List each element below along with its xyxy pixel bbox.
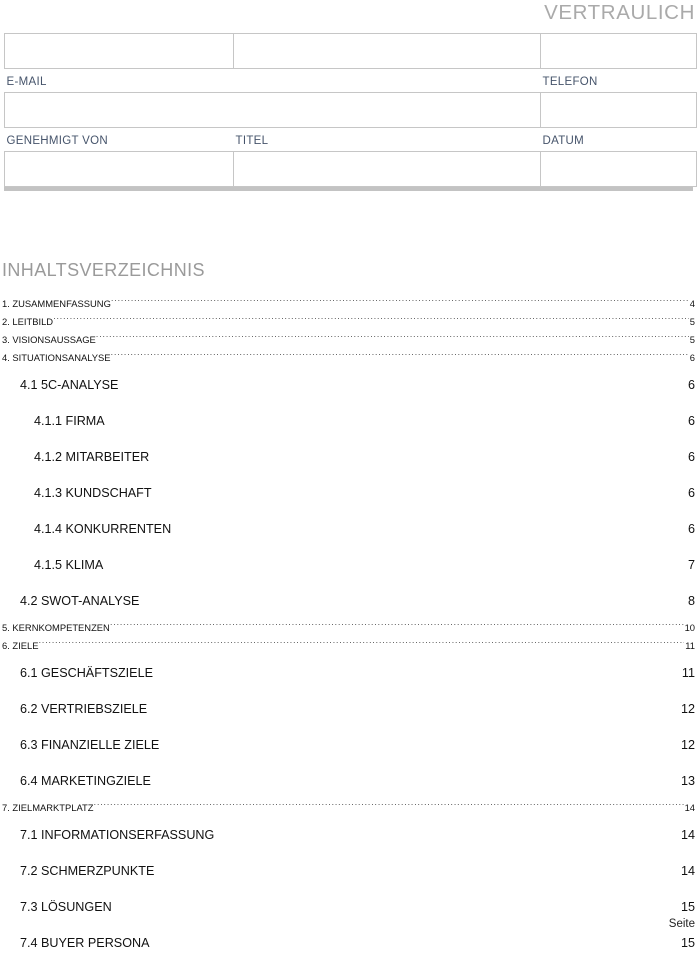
toc-entry-page-number: 4: [689, 298, 695, 309]
toc-entry[interactable]: [2, 853, 695, 889]
toc-leader-dots: [111, 298, 689, 307]
toc-leader-dots: [112, 898, 680, 911]
toc-entry[interactable]: [2, 403, 695, 439]
toc-entry[interactable]: [2, 331, 695, 349]
toc-leader-dots: [110, 622, 684, 631]
toc-entry-title: 6.3 FINANZIELLE ZIELE: [20, 738, 160, 752]
document-footer: [0, 918, 695, 930]
toc-entry-title: 6.4 MARKETINGZIELE: [20, 774, 151, 788]
toc-entry-title: 4.1.3 KUNDSCHAFT: [34, 486, 152, 500]
toc-entry-title: 4.1.5 KLIMA: [34, 558, 104, 572]
toc-entry-page-number: 11: [685, 640, 695, 651]
toc-entry-page-number: 14: [680, 828, 695, 842]
form-cell-signature-datum[interactable]: [541, 152, 697, 187]
toc-entry-page-number: 7: [687, 558, 695, 572]
toc-entry[interactable]: [2, 817, 695, 853]
toc-entry-title: 4.1.4 KONKURRENTEN: [34, 522, 172, 536]
toc-entry[interactable]: [2, 727, 695, 763]
form-cell-genehmigt-von[interactable]: [5, 93, 541, 128]
toc-entry[interactable]: [2, 475, 695, 511]
toc-entry-page-number: 15: [680, 936, 695, 950]
toc-entry[interactable]: [2, 547, 695, 583]
toc-entry-page-number: 10: [684, 622, 695, 633]
toc-leader-dots: [149, 934, 680, 947]
toc-entry-page-number: 14: [684, 802, 695, 813]
toc-leader-dots: [171, 520, 687, 533]
toc-entry-title: 4.1.1 FIRMA: [34, 414, 105, 428]
toc-entry-page-number: 11: [681, 666, 695, 680]
toc-entry[interactable]: [2, 763, 695, 799]
toc-entry-title: 4.2 SWOT-ANALYSE: [20, 594, 140, 608]
form-label-row-2: [5, 128, 697, 152]
form-label-cell-titel: [234, 128, 541, 152]
toc-leader-dots: [105, 412, 687, 425]
toc-entry-title: 7. ZIELMARKTPLATZ: [2, 802, 94, 813]
toc-leader-dots: [153, 664, 681, 677]
toc-entry[interactable]: [2, 925, 695, 961]
label-telefon: TELEFON: [542, 75, 598, 88]
form-label-row-1: [5, 69, 697, 93]
form-row-approval-input: [5, 93, 697, 128]
toc-entry-title: 7.4 BUYER PERSONA: [20, 936, 150, 950]
toc-spacer: [0, 191, 697, 261]
toc-leader-dots: [103, 556, 687, 569]
contact-form-table: [4, 33, 697, 187]
toc-entry-page-number: 12: [680, 738, 695, 752]
toc-entry[interactable]: [2, 583, 695, 619]
toc-leader-dots: [118, 376, 687, 389]
toc-leader-dots: [149, 448, 687, 461]
toc-leader-dots: [38, 640, 684, 649]
form-label-cell-datum: [541, 128, 697, 152]
form-cell-signature-name[interactable]: [5, 152, 234, 187]
toc-entry[interactable]: [2, 799, 695, 817]
toc-entry-title: 7.1 INFORMATIONSERFASSUNG: [20, 828, 215, 842]
form-cell-email[interactable]: [5, 34, 234, 69]
toc-entry-page-number: 14: [680, 864, 695, 878]
toc-entry[interactable]: [2, 655, 695, 691]
toc-entry-title: 4. SITUATIONSANALYSE: [2, 352, 111, 363]
toc-entry-page-number: 15: [680, 900, 695, 914]
toc-entry-page-number: 5: [689, 334, 695, 345]
form-row-signature: [5, 152, 697, 187]
label-genehmigt-von: GENEHMIGT VON: [6, 134, 108, 147]
toc-entry-page-number: 6: [687, 522, 695, 536]
toc-entry-title: 4.1.2 MITARBEITER: [34, 450, 150, 464]
toc-entry-page-number: 6: [687, 378, 695, 392]
toc-heading: INHALTSVERZEICHNIS: [2, 260, 205, 280]
toc-entry-page-number: 6: [687, 450, 695, 464]
toc-entry[interactable]: [2, 295, 695, 313]
toc-entry[interactable]: [2, 619, 695, 637]
toc-entry-title: 6.2 VERTRIEBSZIELE: [20, 702, 148, 716]
toc-entry-page-number: 13: [680, 774, 695, 788]
toc-entry-title: 2. LEITBILD: [2, 316, 54, 327]
toc-leader-dots: [214, 826, 680, 839]
toc-entry-title: 5. KERNKOMPETENZEN: [2, 622, 110, 633]
confidential-watermark: VERTRAULICH: [544, 1, 695, 24]
toc-leader-dots: [139, 592, 687, 605]
form-cell-extra[interactable]: [234, 34, 541, 69]
form-label-cell-telefon: [541, 69, 697, 93]
form-row-contact: [5, 34, 697, 69]
toc-entry-title: 7.3 LÖSUNGEN: [20, 900, 112, 914]
toc-entry-page-number: 12: [680, 702, 695, 716]
form-cell-datum-input[interactable]: [541, 93, 697, 128]
toc-entry-title: 3. VISIONSAUSSAGE: [2, 334, 96, 345]
toc-leader-dots: [154, 862, 680, 875]
toc-entry-title: 6. ZIELE: [2, 640, 39, 651]
document-header: [0, 0, 697, 33]
toc-leader-dots: [111, 352, 689, 361]
label-datum: DATUM: [542, 134, 585, 147]
toc-leader-dots: [152, 484, 687, 497]
toc-entry-page-number: 5: [689, 316, 695, 327]
toc-leader-dots: [96, 334, 689, 343]
toc-leader-dots: [159, 736, 680, 749]
toc-leader-dots: [94, 802, 684, 811]
toc-list: [0, 295, 697, 961]
label-titel: TITEL: [235, 134, 269, 147]
form-label-cell-email: [5, 69, 541, 93]
toc-entry-page-number: 6: [687, 486, 695, 500]
toc-entry-title: 1. ZUSAMMENFASSUNG: [2, 298, 111, 309]
label-email: E-MAIL: [6, 75, 47, 88]
toc-entry-title: 6.1 GESCHÄFTSZIELE: [20, 666, 153, 680]
toc-entry[interactable]: [2, 313, 695, 331]
contact-form-block: [4, 33, 693, 187]
form-cell-telefon[interactable]: [541, 34, 697, 69]
toc-entry-page-number: 8: [687, 594, 695, 608]
toc-entry[interactable]: [2, 511, 695, 547]
toc-leader-dots: [147, 700, 680, 713]
form-label-cell-genehmigt-von: [5, 128, 234, 152]
toc-entry-page-number: 6: [689, 352, 695, 363]
toc-entry-title: 4.1 5C-ANALYSE: [20, 378, 119, 392]
toc-entry[interactable]: [2, 367, 695, 403]
toc-leader-dots: [53, 316, 689, 325]
toc-entry[interactable]: [2, 439, 695, 475]
toc-leader-dots: [151, 772, 680, 785]
toc-entry[interactable]: [2, 637, 695, 655]
toc-entry[interactable]: [2, 691, 695, 727]
toc-entry-title: 7.2 SCHMERZPUNKTE: [20, 864, 155, 878]
toc-heading-gap: [0, 279, 697, 295]
form-cell-signature-titel[interactable]: [234, 152, 541, 187]
toc-entry-page-number: 6: [687, 414, 695, 428]
footer-page-label: Seite: [668, 918, 695, 930]
toc-entry[interactable]: [2, 349, 695, 367]
